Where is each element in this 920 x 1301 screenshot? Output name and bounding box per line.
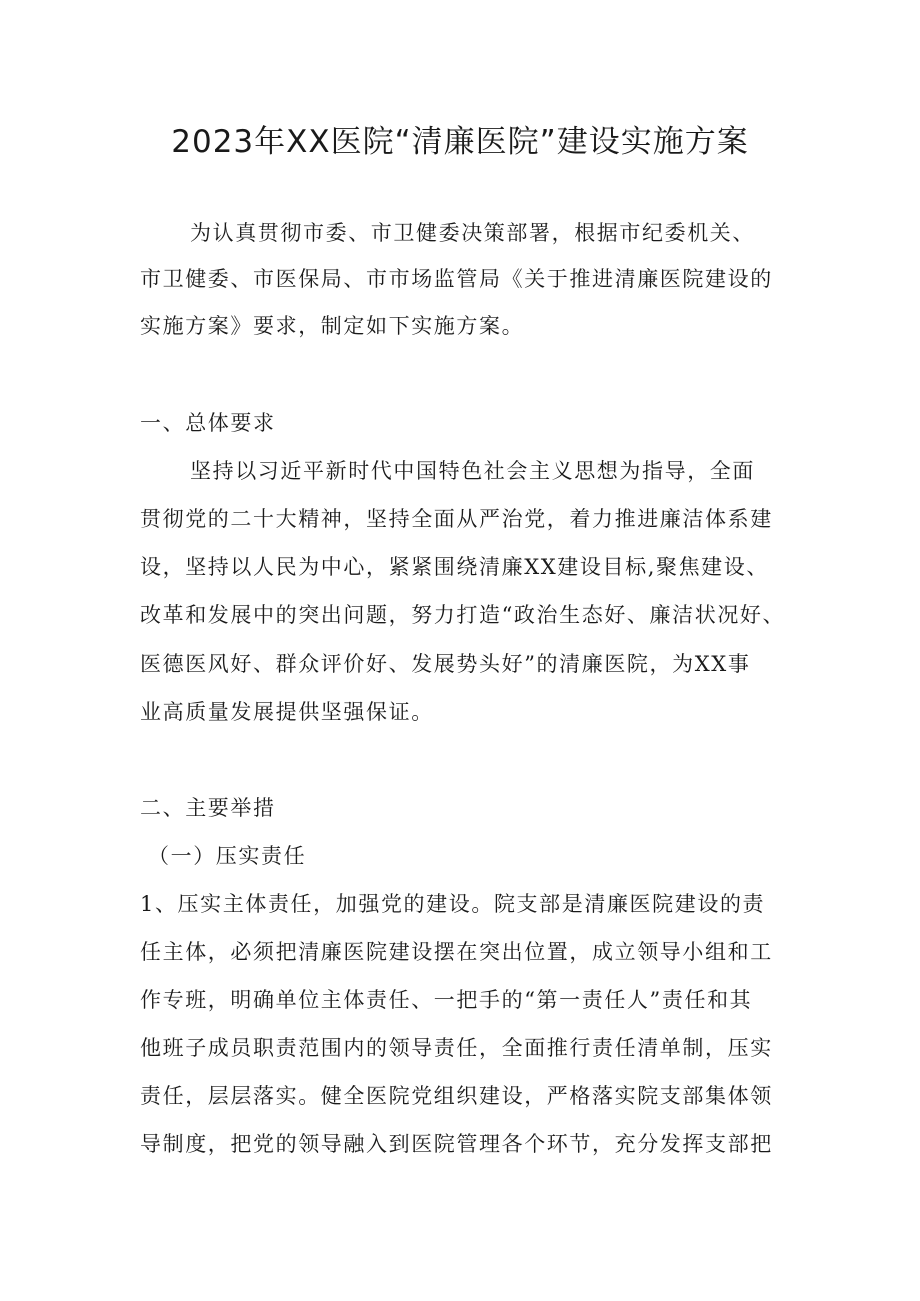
paragraph-line: 1、压实主体责任，加强党的建设。院支部是清廉医院建设的责: [140, 892, 766, 916]
paragraph-line: 贯彻党的二十大精神，坚持全面从严治党，着力推进廉洁体系建: [140, 507, 773, 531]
paragraph-line: 任主体，必须把清廉医院建设摆在突出位置，成立领导小组和工: [140, 940, 773, 964]
intro-line: 实施方案》要求，制定如下实施方案。: [140, 314, 525, 338]
subsection-heading: （一）压实责任: [148, 844, 307, 868]
document-title: 2023年XX医院“清廉医院”建设实施方案: [171, 124, 749, 160]
paragraph-line: 设，坚持以人民为中心，紧紧围绕清廉XX建设目标,聚焦建设、: [140, 555, 769, 579]
paragraph-line: 作专班，明确单位主体责任、一把手的“第一责任人”责任和其: [140, 988, 753, 1012]
paragraph-line: 业高质量发展提供坚强保证。: [140, 700, 434, 724]
intro-line: 市卫健委、市医保局、市市场监管局《关于推进清廉医院建设的: [140, 267, 773, 291]
paragraph-line: 医德医风好、群众评价好、发展势头好”的清廉医院，为XX事: [140, 652, 751, 676]
section-heading: 二、主要举措: [140, 796, 276, 820]
paragraph-line: 坚持以习近平新时代中国特色社会主义思想为指导，全面: [190, 459, 755, 483]
section-heading: 一、总体要求: [140, 411, 276, 435]
paragraph-line: 责任，层层落实。健全医院党组织建设，严格落实院支部集体领: [140, 1084, 773, 1108]
paragraph-line: 导制度，把党的领导融入到医院管理各个环节，充分发挥支部把: [140, 1132, 773, 1156]
intro-line: 为认真贯彻市委、市卫健委决策部署，根据市纪委机关、: [190, 221, 755, 245]
paragraph-line: 改革和发展中的突出问题，努力打造“政治生态好、廉洁状况好、: [140, 603, 786, 627]
paragraph-line: 他班子成员职责范围内的领导责任，全面推行责任清单制，压实: [140, 1036, 773, 1060]
